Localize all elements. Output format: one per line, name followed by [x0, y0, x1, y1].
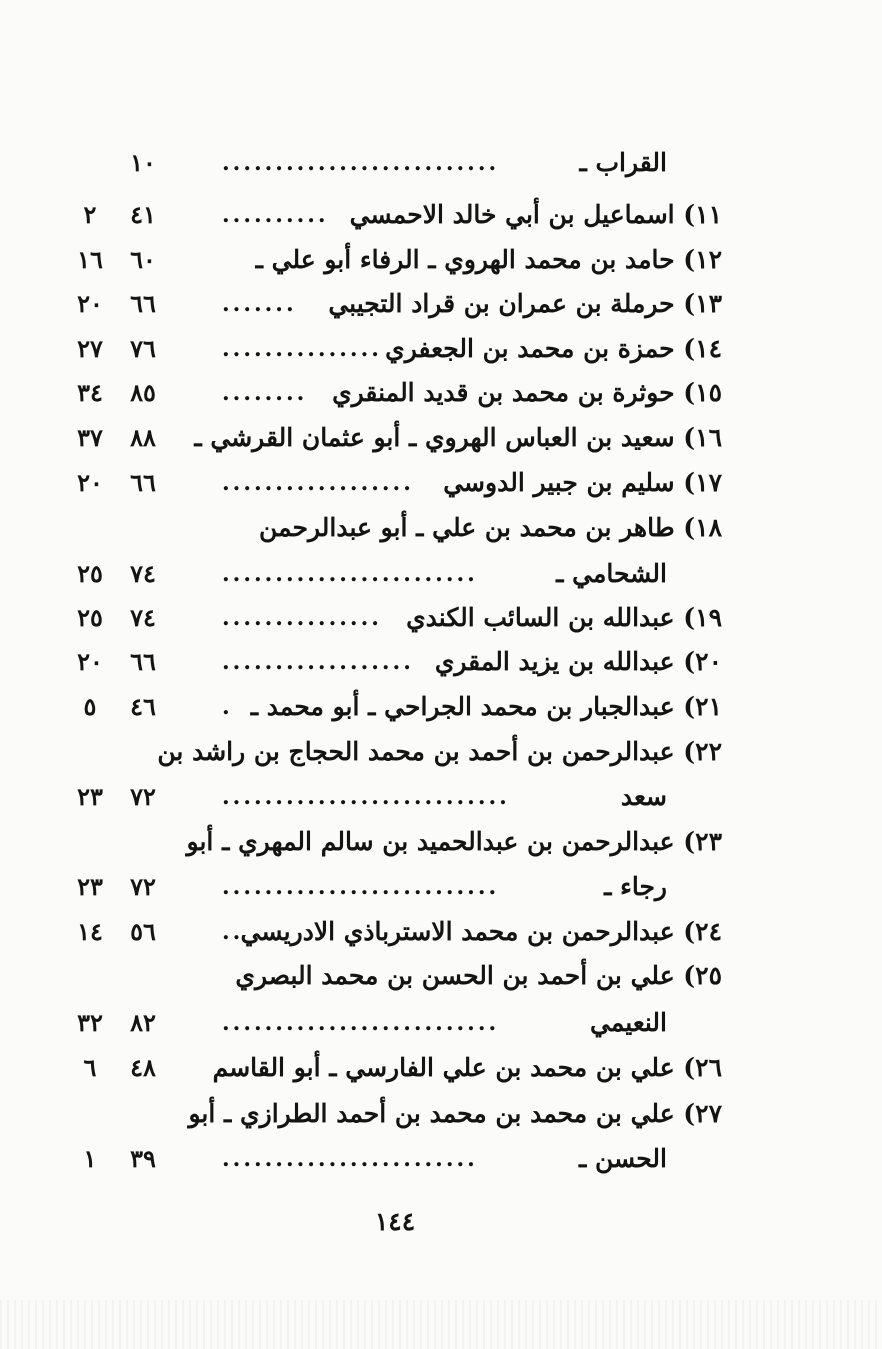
item-ref: ٢٣: [77, 872, 103, 901]
entry-text: ١٥) حوثرة بن محمد بن قديد المنقري: [332, 378, 722, 407]
index-line: [0, 820, 882, 864]
dot-leader: .......: [222, 291, 297, 317]
page-ref: ٧٢: [130, 782, 156, 811]
item-ref: ٥: [83, 692, 97, 721]
entry-text: ١١) اسماعيل بن أبي خالد الاحمسي: [349, 200, 722, 229]
entry-text: ١٩) عبدالله بن السائب الكندي: [406, 603, 722, 632]
item-ref: ٢٠: [77, 289, 103, 318]
index-line: [0, 461, 882, 505]
index-line: [0, 596, 882, 640]
index-line: [0, 1001, 882, 1045]
item-ref: ٦: [83, 1053, 97, 1082]
item-ref: ٢٣: [77, 782, 103, 811]
index-line: [0, 685, 882, 729]
index-line: [0, 1046, 882, 1090]
entry-text: سعد: [620, 782, 667, 811]
index-line: [0, 282, 882, 326]
index-line: [0, 327, 882, 371]
index-line: [0, 238, 882, 282]
index-line: [0, 1137, 882, 1181]
entry-text: ١٢) حامد بن محمد الهروي ـ الرفاء أبو علي ـ: [255, 245, 722, 274]
index-line: [0, 775, 882, 819]
page-ref: ٧٤: [130, 559, 156, 588]
dot-leader: ..........................: [222, 150, 500, 176]
page-ref: ٧٤: [130, 603, 156, 632]
page-ref: ٦٦: [130, 647, 156, 676]
page-ref: ٧٦: [130, 334, 156, 363]
page-ref: ٦٠: [130, 245, 156, 274]
item-ref: ٣٢: [77, 1008, 103, 1037]
item-ref: ٣٤: [77, 378, 103, 407]
dot-leader: ..: [222, 919, 244, 945]
item-ref: ٢٠: [77, 468, 103, 497]
dot-leader: ..................: [222, 470, 414, 496]
item-ref: ٢٧: [77, 334, 103, 363]
entry-text: ٢٤) عبدالرحمن بن محمد الاسترباذي الادريسي: [240, 917, 722, 946]
item-ref: ١: [83, 1144, 97, 1173]
index-line: [0, 371, 882, 415]
page-ref: ٦٦: [130, 468, 156, 497]
entry-text: الشحامي ـ: [556, 559, 667, 588]
index-line: [0, 1092, 882, 1136]
entry-text: ٢٧) علي بن محمد بن محمد بن أحمد الطرازي ـ أبو: [188, 1099, 722, 1128]
page-ref: ٣٩: [130, 1144, 156, 1173]
scan-noise: [0, 1300, 882, 1349]
entry-text: ١٣) حرملة بن عمران بن قراد التجيبي: [328, 289, 722, 318]
entry-text: ١٦) سعيد بن العباس الهروي ـ أبو عثمان القرشي ـ: [194, 423, 722, 452]
entry-text: ١٨) طاهر بن محمد بن علي ـ أبو عبدالرحمن: [259, 513, 722, 542]
item-ref: ٢٥: [77, 559, 103, 588]
entry-text: النعيمي: [589, 1008, 667, 1037]
dot-leader: ........................: [222, 561, 478, 587]
dot-leader: ...............: [222, 336, 382, 362]
index-line: [0, 954, 882, 998]
item-ref: ٢٥: [77, 603, 103, 632]
index-line: [0, 865, 882, 909]
entry-text: ١٧) سليم بن جبير الدوسي: [443, 468, 722, 497]
dot-leader: ........: [222, 380, 308, 406]
page-ref: ٨٢: [130, 1008, 156, 1037]
entry-text: القراب ـ: [579, 148, 667, 177]
dot-leader: ........................: [222, 1146, 478, 1172]
index-line: [0, 552, 882, 596]
page-ref: ٤٨: [130, 1053, 156, 1082]
page-ref: ٨٥: [130, 378, 156, 407]
index-line: [0, 910, 882, 954]
index-line: [0, 730, 882, 774]
page-ref: ٨٨: [130, 423, 156, 452]
dot-leader: ...............: [222, 605, 382, 631]
entry-text: ٢٦) علي بن محمد بن علي الفارسي ـ أبو القاسم: [212, 1053, 722, 1082]
dot-leader: ..................: [222, 649, 414, 675]
entry-text: رجاء ـ: [604, 872, 667, 901]
entry-text: ٢٠) عبدالله بن يزيد المقري: [434, 647, 722, 676]
item-ref: ٣٧: [77, 423, 103, 452]
item-ref: ١٦: [77, 245, 103, 274]
item-ref: ٢٠: [77, 647, 103, 676]
entry-text: ٢٥) علي بن أحمد بن الحسن بن محمد البصري: [235, 961, 722, 990]
dot-leader: ..........................: [222, 874, 500, 900]
dot-leader: ..........................: [222, 1010, 500, 1036]
dot-leader: ...........................: [222, 784, 510, 810]
entry-text: الحسن ـ: [578, 1144, 667, 1173]
page-ref: ٥٦: [130, 917, 156, 946]
page-number: ١٤٤: [374, 1207, 416, 1236]
entry-text: ٢١) عبدالجبار بن محمد الجراحي ـ أبو محمد ـ: [250, 692, 722, 721]
index-line: [0, 416, 882, 460]
page-ref: ٧٢: [130, 872, 156, 901]
index-line: [0, 640, 882, 684]
page-ref: ١٠: [130, 148, 156, 177]
entry-text: ٢٣) عبدالرحمن بن عبدالحميد بن سالم المهري ـ أبو: [186, 827, 722, 856]
index-line: [0, 193, 882, 237]
page-ref: ٦٦: [130, 289, 156, 318]
index-line: [0, 506, 882, 550]
dot-leader: .: [222, 694, 233, 720]
page-ref: ٤١: [130, 200, 156, 229]
dot-leader: ..........: [222, 202, 329, 228]
index-line: [0, 141, 882, 185]
item-ref: ١٤: [77, 917, 103, 946]
item-ref: ٢: [83, 200, 97, 229]
page-ref: ٤٦: [130, 692, 156, 721]
entry-text: ٢٢) عبدالرحمن بن أحمد بن محمد الحجاج بن راشد بن: [157, 737, 722, 766]
entry-text: ١٤) حمزة بن محمد بن الجعفري: [385, 334, 722, 363]
